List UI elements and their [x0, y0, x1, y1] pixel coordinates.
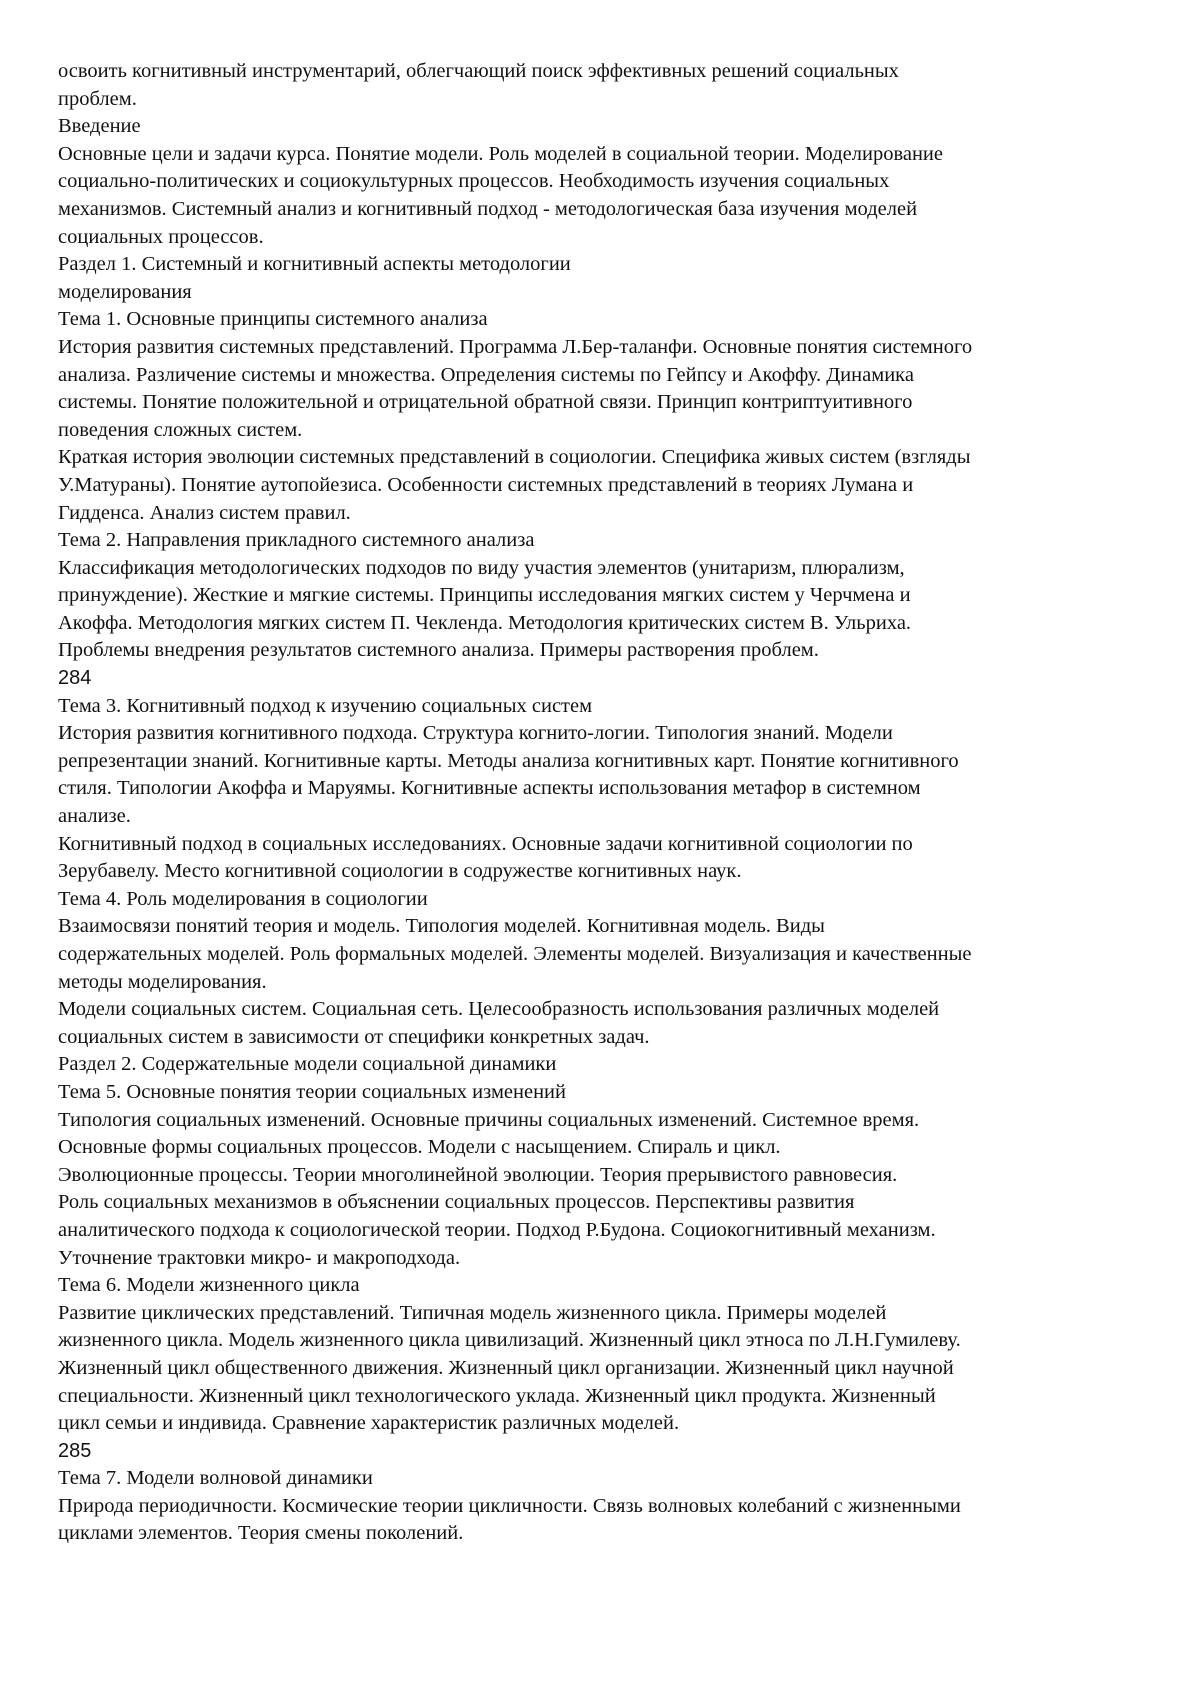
text-line: Тема 1. Основные принципы системного анализа [58, 308, 488, 331]
text-line: социальных процессов. [58, 225, 264, 248]
text-line: циклами элементов. Теория смены поколений. [58, 1522, 464, 1545]
text-line: стиля. Типологии Акоффа и Маруямы. Когнитивные аспекты использования метафор в системном [58, 777, 921, 800]
text-line: Гидденса. Анализ систем правил. [58, 501, 351, 524]
text-line: Тема 6. Модели жизненного цикла [58, 1274, 360, 1297]
text-line: Взаимосвязи понятий теория и модель. Типология моделей. Когнитивная модель. Виды [58, 915, 825, 938]
text-line: Классификация методологических подходов по виду участия элементов (унитаризм, плюрализм, [58, 556, 905, 579]
text-line: Развитие циклических представлений. Типичная модель жизненного цикла. Примеры моделей [58, 1301, 887, 1324]
text-line: Раздел 1. Системный и когнитивный аспекты методологии [58, 253, 571, 276]
text-line: анализа. Различение системы и множества. Определения системы по Гейпсу и Акоффу. Динамика [58, 363, 914, 386]
document-page [58, 58, 1158, 1548]
text-line: механизмов. Системный анализ и когнитивный подход - методологическая база изучения моделей [58, 197, 918, 220]
text-line: Тема 5. Основные понятия теории социальных изменений [58, 1080, 566, 1103]
text-line: Тема 4. Роль моделирования в социологии [58, 887, 428, 910]
text-line: методы моделирования. [58, 970, 267, 993]
text-line: специальности. Жизненный цикл технологического уклада. Жизненный цикл продукта. Жизненный [58, 1384, 936, 1407]
text-line: Уточнение трактовки микро- и макроподхода. [58, 1246, 461, 1269]
text-line: Акоффа. Методология мягких систем П. Чекленда. Методология критических систем В. Ульриха. [58, 611, 912, 634]
text-line: Типология социальных изменений. Основные причины социальных изменений. Системное время. [58, 1108, 920, 1131]
text-line: освоить когнитивный инструментарий, облегчающий поиск эффективных решений социальных [58, 60, 899, 82]
text-line: Роль социальных механизмов в объяснении социальных процессов. Перспективы развития [58, 1191, 855, 1214]
page-number: 284 [58, 667, 92, 690]
page-number: 285 [58, 1439, 92, 1462]
text-line: Основные формы социальных процессов. Модели с насыщением. Спираль и цикл. [58, 1136, 781, 1159]
text-line: Тема 7. Модели волновой динамики [58, 1467, 373, 1490]
text-line: Тема 3. Когнитивный подход к изучению социальных систем [58, 694, 593, 717]
text-line: Раздел 2. Содержательные модели социальной динамики [58, 1053, 557, 1076]
text-line: Основные цели и задачи курса. Понятие модели. Роль моделей в социальной теории. Моделирование [58, 142, 943, 165]
text-line: Модели социальных систем. Социальная сеть. Целесообразность использования различных моделей [58, 998, 940, 1021]
text-line: Тема 2. Направления прикладного системного анализа [58, 529, 535, 552]
text-line: История развития когнитивного подхода. Структура когнито-логии. Типология знаний. Модели [58, 722, 893, 745]
text-line: Проблемы внедрения результатов системного анализа. Примеры растворения проблем. [58, 639, 819, 662]
text-line: У.Матураны). Понятие аутопойезиса. Особенности системных представлений в теориях Лумана и [58, 473, 914, 496]
text-line: жизненного цикла. Модель жизненного цикла цивилизаций. Жизненный цикл этноса по Л.Н.Гумилеву. [58, 1329, 961, 1352]
text-line: принуждение). Жесткие и мягкие системы. Принципы исследования мягких систем у Черчмена и [58, 584, 911, 607]
text-line: моделирования [58, 280, 192, 303]
text-line: Введение [58, 115, 141, 138]
text-line: содержательных моделей. Роль формальных моделей. Элементы моделей. Визуализация и качественные [58, 943, 972, 965]
text-line: Краткая история эволюции системных представлений в социологии. Специфика живых систем (взгляды [58, 446, 971, 469]
text-line: поведения сложных систем. [58, 418, 303, 441]
text-line: репрезентации знаний. Когнитивные карты. Методы анализа когнитивных карт. Понятие когнитивного [58, 749, 959, 772]
text-line: Жизненный цикл общественного движения. Жизненный цикл организации. Жизненный цикл научной [58, 1356, 954, 1379]
text-line: социальных систем в зависимости от специфики конкретных задач. [58, 1025, 650, 1048]
text-line: цикл семьи и индивида. Сравнение характеристик различных моделей. [58, 1412, 680, 1435]
text-line: История развития системных представлений. Программа Л.Бер-таланфи. Основные понятия системного [58, 335, 973, 358]
text-line: аналитического подхода к социологической теории. Подход Р.Будона. Социокогнитивный механизм. [58, 1218, 936, 1241]
text-line: системы. Понятие положительной и отрицательной обратной связи. Принцип контриптуитивного [58, 391, 913, 414]
text-line: анализе. [58, 805, 131, 828]
text-line: Природа периодичности. Космические теории цикличности. Связь волновых колебаний с жизненными [58, 1494, 961, 1517]
text-line: Когнитивный подход в социальных исследованиях. Основные задачи когнитивной социологии по [58, 832, 913, 855]
text-line: Эволюционные процессы. Теории многолинейной эволюции. Теория прерывистого равновесия. [58, 1163, 898, 1186]
text-line: Зерубавелу. Место когнитивной социологии в содружестве когнитивных наук. [58, 860, 742, 883]
text-line: социально-политических и социокультурных процессов. Необходимость изучения социальных [58, 170, 890, 193]
text-line: проблем. [58, 87, 137, 110]
